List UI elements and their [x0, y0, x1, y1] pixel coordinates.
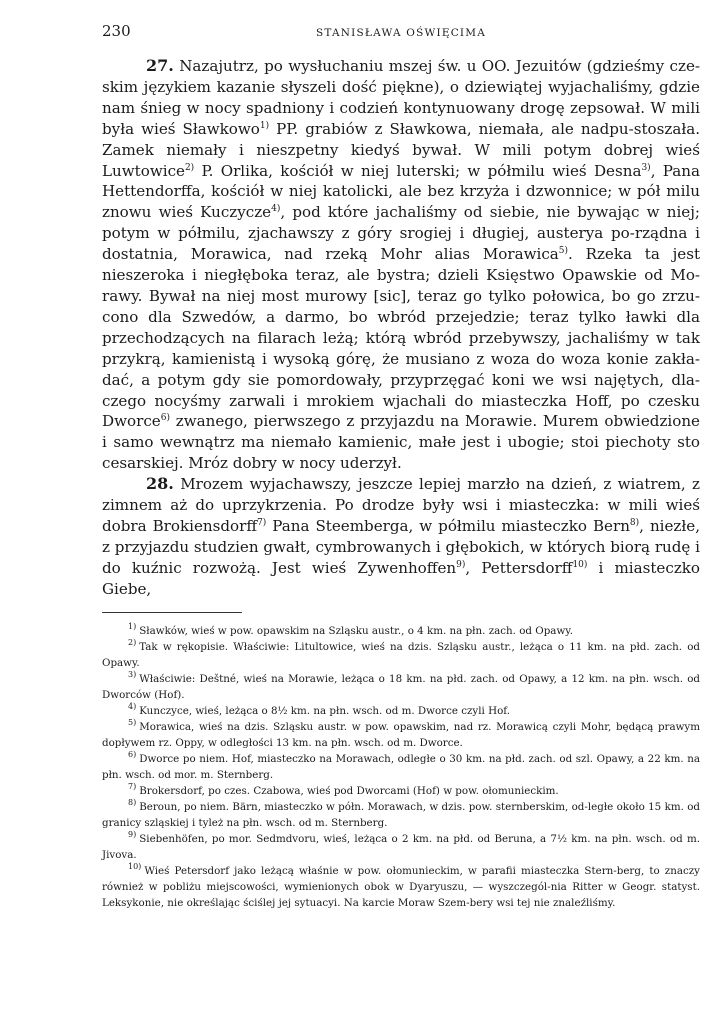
footnote-reference: 2) — [184, 162, 195, 173]
body-text — [102, 56, 700, 600]
footnote-reference: 7) — [257, 517, 267, 528]
footnote — [102, 863, 700, 911]
text-run: P. Orlika, kościół w niej luterski; w półmilu wieś Desna — [194, 161, 642, 180]
text-run: Pana Steemberga, w półmilu miasteczko Bern — [266, 516, 630, 535]
running-head: STANISŁAWA OŚWIĘCIMA — [315, 27, 487, 39]
paragraph — [102, 56, 700, 474]
footnote-mark: 6) — [128, 750, 137, 760]
text-run: Nazajutrz, po wysłuchaniu mszej św. u OO. Jezuitów (gdzieśmy cze-skim językiem kazanie słyszeli dość piękne), o dziewiątej wyjachaliśmy, gdzie nam śnieg w nocy spadniony i codzień kontynuowany drogę zepsował. W mili była wieś Sławkowo — [102, 57, 700, 138]
footnote — [102, 783, 700, 799]
text-run: . Rzeka ta jest nieszeroka i niegłęboka teraz, ale bystra; dzieli Księstwo Opawskie od Mo-rawy. Bywał na niej most murowy [sic], teraz go tylko połowica, bo go zrzu-cono dla Szwedów, a darmo, bo wbród przejedzie; teraz tylko ławki dla przechodzących na filarach leżą; którą wbród przebywszy, jachaliśmy w tak przykrą, kamienistą i wysoką górę, że musiano z woza do woza konie zakła-dać, a potym gdy sie pomordowały, przyprzęgać koni we wsi najętych, dla-czego nocyśmy zarwali i mrokiem wjachali do miasteczka Hoff, po czesku Dworce — [102, 245, 701, 431]
footnote-text: Właściwie: Deštné, wieś na Morawie, leżąca o 18 km. na płd. zach. od Opawy, a 12 km. na płn. wsch. od Dworców (Hof). — [102, 672, 700, 701]
footnote — [102, 703, 700, 719]
footnote-reference: 9) — [456, 559, 466, 570]
paragraph — [102, 474, 700, 599]
footnote-mark: 7) — [128, 782, 137, 792]
footnote-text: Siebenhöfen, po mor. Sedmdvoru, wieś, leżąca o 2 km. na płd. od Beruna, a 7½ km. na płn. wsch. od m. Jivova. — [102, 832, 700, 861]
footnote-reference: 3) — [641, 162, 651, 173]
footnote-text: Tak w rękopisie. Właściwie: Litultowice, wieś na dzis. Szląsku austr., leżąca o 11 km. na płd. zach. od Opawy. — [102, 640, 700, 669]
footnote-reference: 4) — [271, 204, 281, 215]
text-run: , Pana Hettendorffa, kościół w niej katolicki, ale bez krzyża i dzwonnice; w pół milu znowu wieś Kuczycze — [102, 161, 701, 222]
footnote-mark: 5) — [128, 718, 137, 728]
footnote — [102, 639, 700, 671]
footnote-mark: 3) — [128, 670, 137, 680]
text-run: PP. grabiów z Sławkowa, niemała, ale nadpu-stoszała. Zamek niemały i nieszpetny kiedyś bywał. W mili potym dobrej wieś Luwtowice — [102, 119, 701, 180]
footnote-reference: 5) — [558, 246, 569, 257]
footnote — [102, 623, 700, 639]
footnote-text: Wieś Petersdorf jako leżącą właśnie w pow. ołomunieckim, w parafii miasteczka Stern-berg, to znaczy również w pobliżu miejscowości, wymienionych obok w Dyaryuszu, — wyszczegól-nia Ritter w Geogr. statyst. Leksykonie, nie określając ściślej jej sytuacyi. Na karcie Moraw Szem-bery wsi tej nie znaleźliśmy. — [102, 864, 700, 909]
footnote-mark: 4) — [128, 702, 137, 712]
footnote-text: Brokersdorf, po czes. Czabowa, wieś pod Dworcami (Hof) w pow. ołomunieckim. — [139, 784, 559, 797]
footnote — [102, 719, 700, 751]
footnote-reference: 8) — [629, 517, 640, 528]
text-run: Mrozem wyjachawszy, jeszcze lepiej marzło na dzień, z wiatrem, z zimnem aż do uprzykrzenia. Po drodze były wsi i miasteczka: w mili wieś dobra Brokiensdorff — [102, 475, 700, 535]
footnote-text: Morawica, wieś na dzis. Szląsku austr. w pow. opawskim, nad rz. Morawicą czyli Mohr, będącą prawym dopływem rz. Oppy, w odległości 13 km. na płn. wsch. od m. Dworce. — [102, 720, 700, 749]
footnote-text: Sławków, wieś w pow. opawskim na Szląsku austr., o 4 km. na płn. zach. od Opawy. — [139, 624, 573, 637]
section-number: 28. — [146, 474, 174, 494]
footnote — [102, 751, 700, 783]
footnote-divider — [102, 612, 242, 613]
footnote-mark: 1) — [128, 622, 137, 632]
page-number: 230 — [102, 22, 131, 40]
section-number: 27. — [146, 56, 174, 75]
footnote-reference: 6) — [160, 413, 170, 424]
footnote — [102, 671, 700, 703]
text-run: i miasteczko Giebe, — [102, 558, 700, 598]
footnote-mark: 10) — [128, 862, 142, 872]
footnote-text: Kunczyce, wieś, leżąca o 8½ km. na płn. wsch. od m. Dworce czyli Hof. — [139, 704, 511, 717]
text-run: , pod które jachaliśmy od siebie, nie bywając w niej; potym w półmilu, zjachawszy z góry srogiej i długiej, austerya po-rządna i dostatnia, Morawica, nad rzeką Mohr alias Morawica — [102, 203, 700, 264]
page-header — [102, 22, 700, 56]
footnote-text: Beroun, po niem. Bärn, miasteczko w półn. Morawach, w dzis. pow. sternberskim, od-ległe około 15 km. od granicy szląskiej i tyleż na płn. wsch. od m. Sternberg. — [102, 800, 700, 829]
footnote-reference: 1) — [259, 120, 270, 131]
footnote — [102, 831, 700, 863]
text-run: zwanego, pierwszego z przyjazdu na Morawie. Murem obwiedzione i samo wewnątrz ma niemało kamienic, małe jest i ubogie; stoi piechoty sto cesarskiej. Mróz dobry w nocy uderzył. — [102, 412, 700, 473]
footnote-mark: 9) — [128, 830, 137, 840]
text-run: , niezłe, z przyjazdu studzien gwałt, cymbrowanych i głębokich, w których biorą rudę i do kuźnic rozwożą. Jest wieś Zywenhoffen — [102, 516, 700, 577]
text-run: , Pettersdorff — [465, 558, 573, 577]
footnote-mark: 2) — [128, 638, 137, 648]
footnote — [102, 799, 700, 831]
footnotes — [102, 623, 700, 911]
footnote-mark: 8) — [128, 798, 137, 808]
footnote-reference: 10) — [572, 559, 588, 570]
footnote-text: Dworce po niem. Hof, miasteczko na Morawach, odległe o 30 km. na płd. zach. od szl. Opawy, a 22 km. na płn. wsch. od mor. m. Sternberg. — [102, 752, 700, 781]
